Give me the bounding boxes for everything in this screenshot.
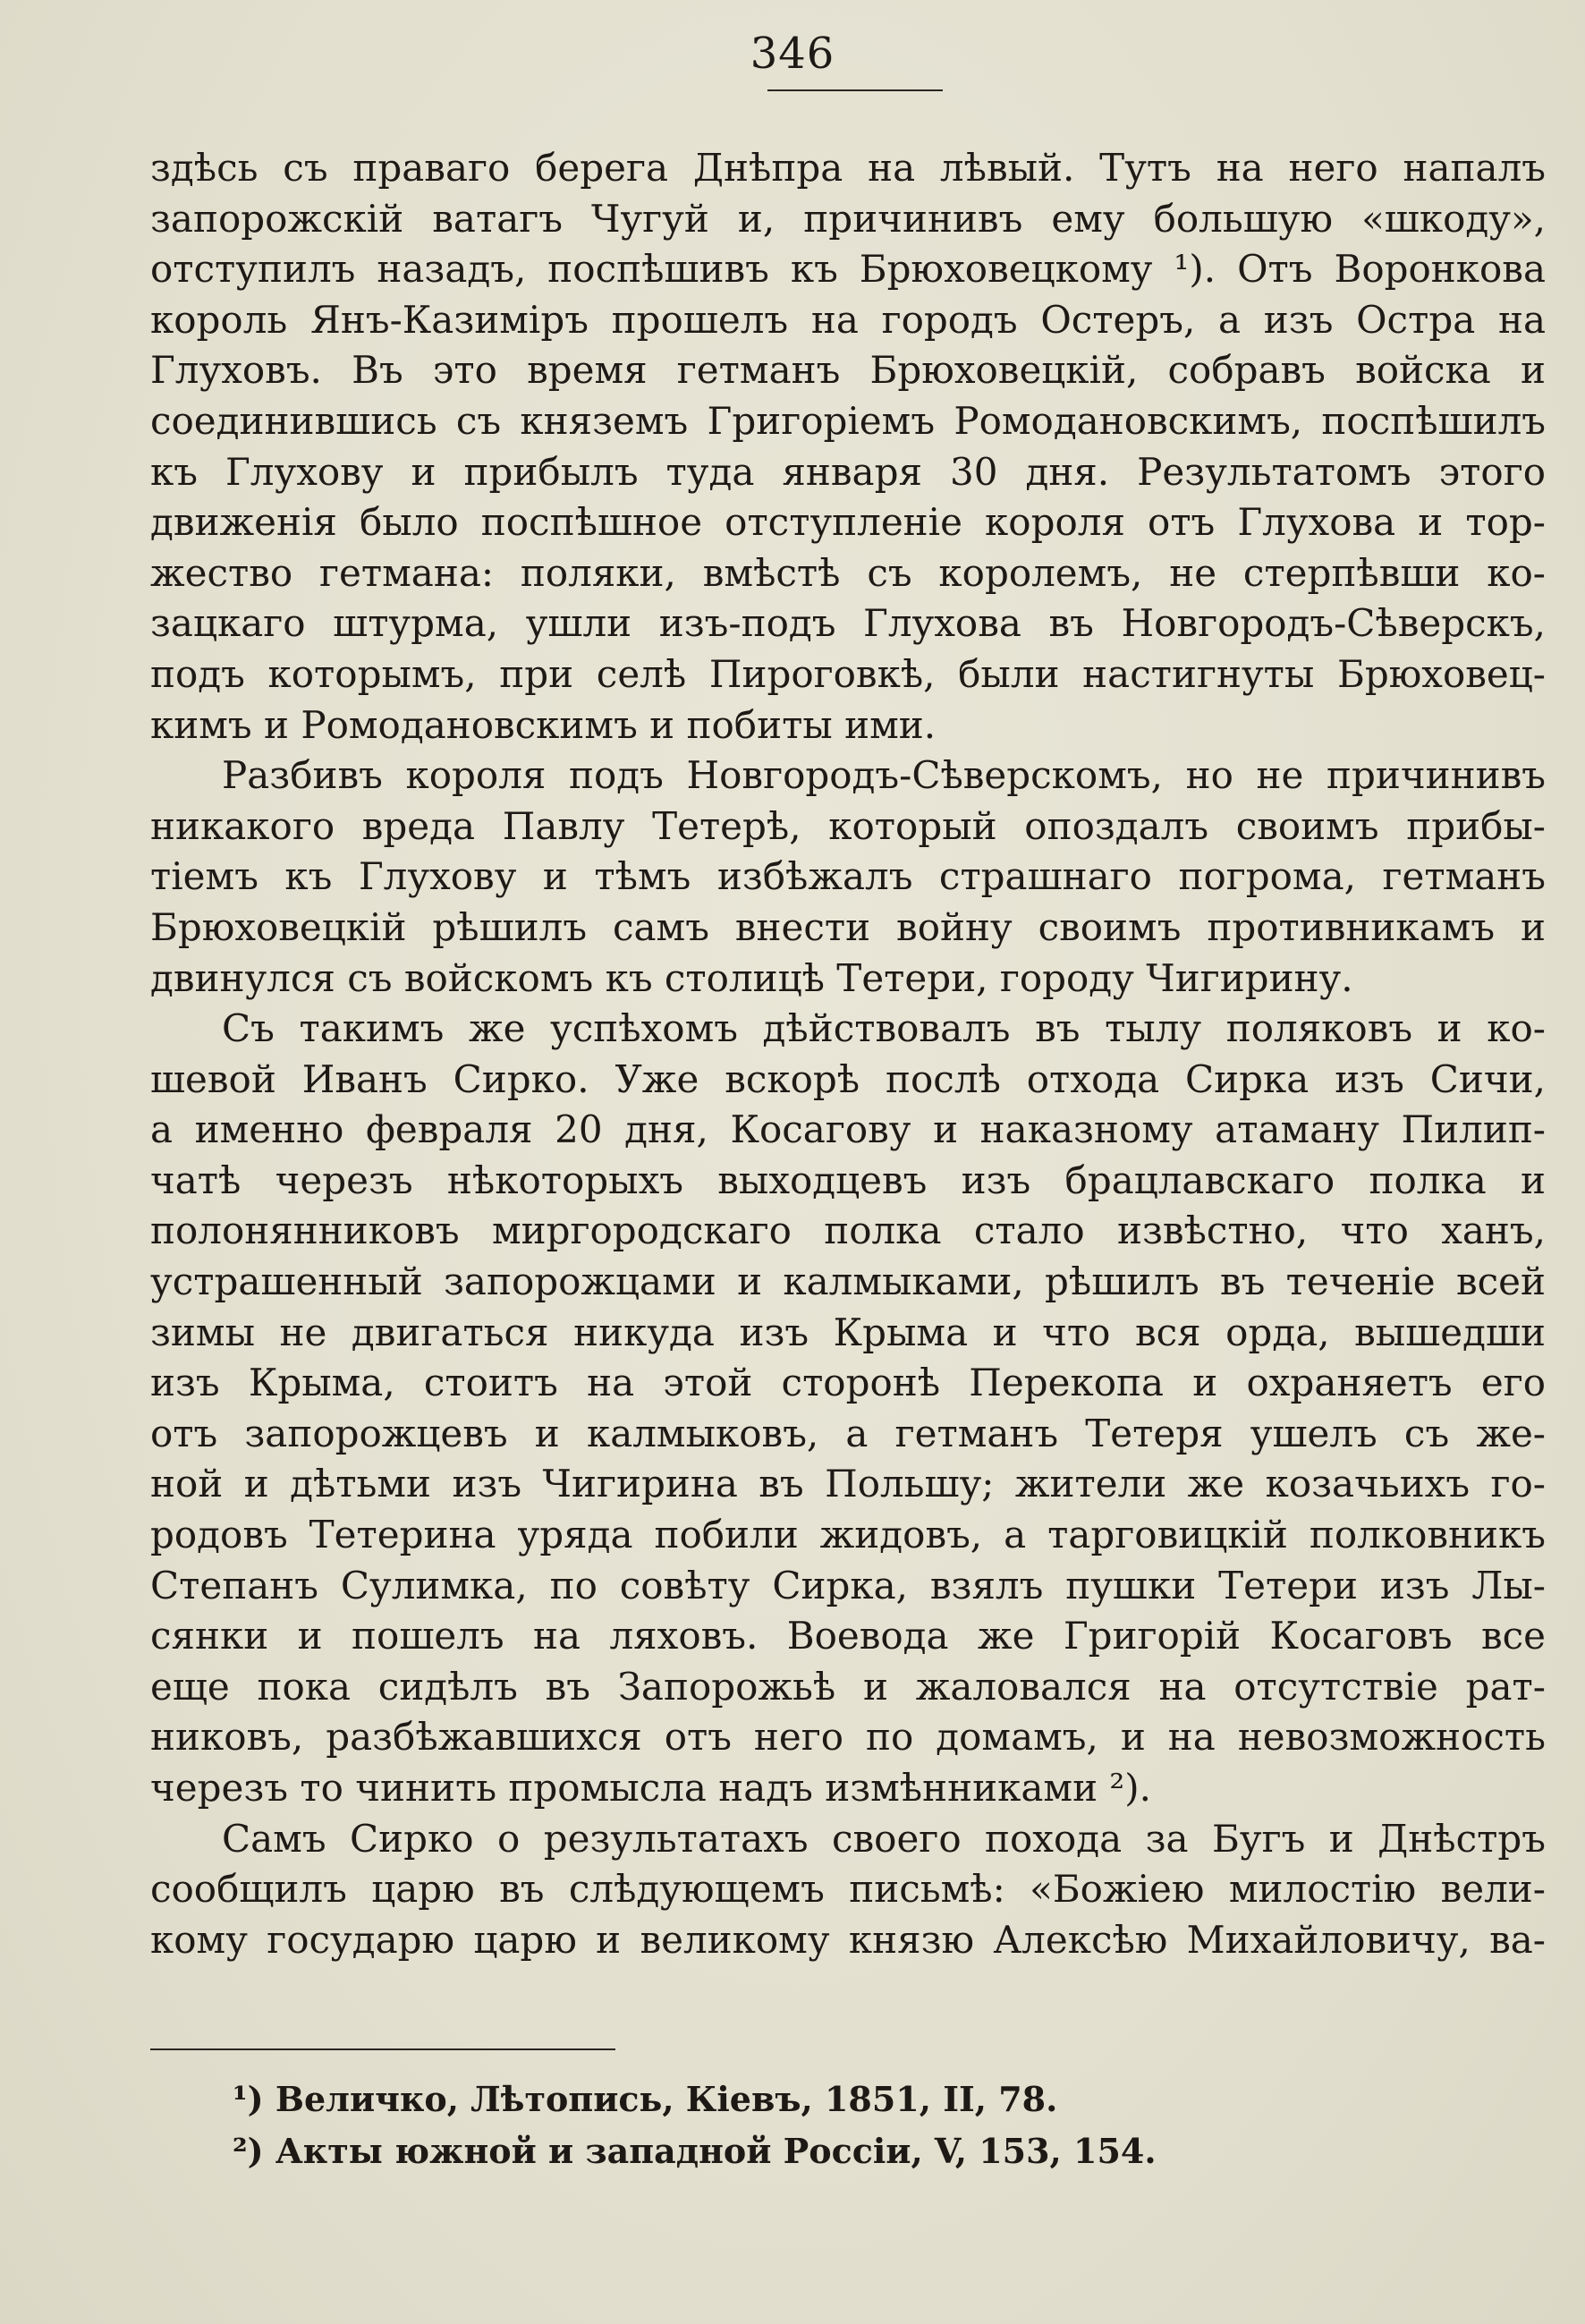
- text-line: Разбивъ короля подъ Новгородъ-Сѣверскомъ, но не причинивъ: [222, 753, 1546, 798]
- text-line: а именно февраля 20 дня, Косагову и наказному атаману Пилип-: [150, 1107, 1546, 1152]
- text-line: кимъ и Ромодановскимъ и побиты ими.: [150, 702, 937, 747]
- text-line: родовъ Тетерина уряда побили жидовъ, а тарговицкій полковникъ: [150, 1513, 1546, 1557]
- text-line: Самъ Сирко о результатахъ своего похода за Бугъ и Днѣстръ: [222, 1816, 1546, 1861]
- footnote-rule: [150, 2048, 615, 2050]
- text-line: соединившись съ княземъ Григоріемъ Ромодановскимъ, поспѣшилъ: [150, 398, 1546, 443]
- text-line: запорожскій ватагъ Чугуй и, причинивъ ему большую «шкоду»,: [150, 196, 1546, 241]
- page-header: [0, 27, 1585, 81]
- text-line: сообщилъ царю въ слѣдующемъ письмѣ: «Божіею милостію вели-: [150, 1867, 1546, 1912]
- text-line: жество гетмана: поляки, вмѣстѣ съ королемъ, не стерпѣвши ко-: [150, 550, 1546, 595]
- text-line: Глуховъ. Въ это время гетманъ Брюховецкій, собравъ войска и: [150, 348, 1546, 393]
- header-rule: [767, 89, 943, 91]
- text-line: Съ такимъ же успѣхомъ дѣйствовалъ въ тылу поляковъ и ко-: [222, 1006, 1546, 1051]
- text-line: движенія было поспѣшное отступленіе короля отъ Глухова и тор-: [150, 500, 1546, 545]
- footnote: ²) Акты южной и западной Россіи, V, 153, 154.: [233, 2131, 1157, 2171]
- page-number: 346: [750, 29, 835, 79]
- text-line: еще пока сидѣлъ въ Запорожьѣ и жаловался на отсутствіе рат-: [150, 1664, 1546, 1709]
- text-line: ной и дѣтьми изъ Чигирина въ Польшу; жители же козачьихъ го-: [150, 1462, 1546, 1506]
- text-line: король Янъ-Казиміръ прошелъ на городъ Остеръ, а изъ Остра на: [150, 297, 1546, 342]
- text-line: отступилъ назадъ, поспѣшивъ къ Брюховецкому ¹). Отъ Воронкова: [150, 247, 1546, 292]
- text-line: Брюховецкій рѣшилъ самъ внести войну своимъ противникамъ и: [150, 904, 1546, 949]
- text-line: никовъ, разбѣжавшихся отъ него по домамъ, и на невозможность: [150, 1715, 1546, 1760]
- text-line: черезъ то чинить промысла надъ измѣнниками ²).: [150, 1766, 1151, 1810]
- text-line: устрашенный запорожцами и калмыками, рѣшилъ въ теченіе всей: [150, 1260, 1546, 1304]
- text-line: изъ Крыма, стоитъ на этой сторонѣ Перекопа и охраняетъ его: [150, 1361, 1546, 1405]
- text-line: подъ которымъ, при селѣ Пироговкѣ, были настигнуты Брюховец-: [150, 651, 1546, 696]
- text-line: Степанъ Сулимка, по совѣту Сирка, взялъ пушки Тетери изъ Лы-: [150, 1563, 1546, 1607]
- text-line: полонянниковъ миргородскаго полка стало извѣстно, что ханъ,: [150, 1209, 1546, 1253]
- footnotes: [233, 2074, 1395, 2177]
- text-line: здѣсь съ праваго берега Днѣпра на лѣвый. Тутъ на него напалъ: [150, 146, 1546, 190]
- body-text: [150, 143, 1546, 1965]
- text-line: двинулся съ войскомъ къ столицѣ Тетери, городу Чигирину.: [150, 955, 1353, 1000]
- text-line: зимы не двигаться никуда изъ Крыма и что вся орда, вышедши: [150, 1310, 1546, 1354]
- text-line: никакого вреда Павлу Тетерѣ, который опоздалъ своимъ прибы-: [150, 803, 1546, 848]
- text-line: къ Глухову и прибылъ туда января 30 дня. Результатомъ этого: [150, 449, 1546, 494]
- footnote: ¹) Величко, Лѣтопись, Кіевъ, 1851, II, 78.: [233, 2079, 1058, 2119]
- text-line: сянки и пошелъ на ляховъ. Воевода же Григорій Косаговъ все: [150, 1614, 1546, 1658]
- text-line: чатѣ черезъ нѣкоторыхъ выходцевъ изъ брацлавскаго полка и: [150, 1158, 1546, 1202]
- text-line: шевой Иванъ Сирко. Уже вскорѣ послѣ отхода Сирка изъ Сичи,: [150, 1056, 1546, 1101]
- text-line: тіемъ къ Глухову и тѣмъ избѣжалъ страшнаго погрома, гетманъ: [150, 854, 1546, 899]
- text-line: отъ запорожцевъ и калмыковъ, а гетманъ Тетеря ушелъ съ же-: [150, 1411, 1546, 1455]
- text-line: кому государю царю и великому князю Алексѣю Михайловичу, ва-: [150, 1917, 1546, 1962]
- text-line: зацкаго штурма, ушли изъ-подъ Глухова въ Новгородъ-Сѣверскъ,: [150, 601, 1546, 646]
